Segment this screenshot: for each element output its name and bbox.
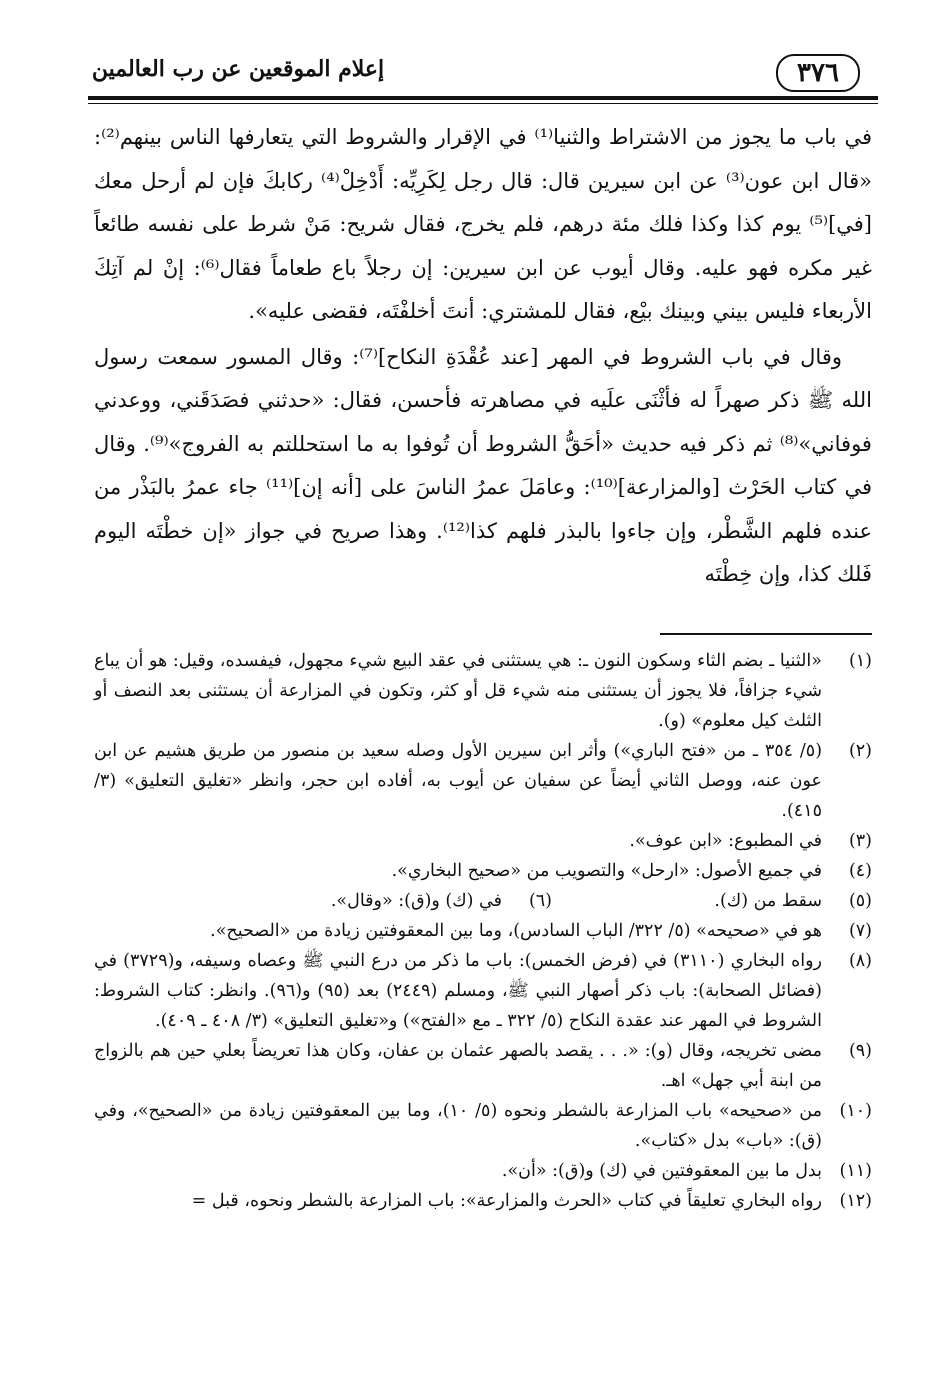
header-rule-thick xyxy=(88,96,878,100)
footnote-number: (٨) xyxy=(848,951,872,971)
footnote-number: (١٠) xyxy=(839,1101,872,1121)
footnote xyxy=(94,1156,872,1186)
footnote-number: (٥) xyxy=(848,891,872,911)
page-header xyxy=(88,46,878,108)
footnote-pair xyxy=(94,886,872,916)
footnote-text: مضى تخريجه، وقال (و): «. . . يقصد بالصهر عثمان بن عفان، وكان هذا تعريضاً بعلي حين هم بالزواج من ابنة أبي جهل» اهـ. xyxy=(94,1041,822,1091)
main-text xyxy=(94,116,872,597)
footnote-text: رواه البخاري تعليقاً في كتاب «الحرث والمزارعة»: باب المزارعة بالشطر ونحوه، قبل = xyxy=(191,1191,822,1211)
footnote xyxy=(94,1096,872,1156)
footnote-number: (٤) xyxy=(848,861,872,881)
footnote xyxy=(94,1036,872,1096)
footnotes xyxy=(94,646,872,1216)
paragraph-1: في باب ما يجوز من الاشتراط والثنيا⁽¹⁾ في الإقرار والشروط التي يتعارفها الناس بينهم⁽²⁾: «قال ابن عون⁽³⁾ عن ابن سيرين قال: قال رجل لِكَرِيِّه: أَدْخِلْ⁽⁴⁾ ركابكَ فإن لم أرحل معك [في]⁽⁵⁾ يوم كذا وكذا فلك مئة درهم، فلم يخرج، فقال شريح: مَنْ شرط على نفسه طائعاً غير مكره فهو عليه. وقال أيوب عن ابن سيرين: إن رجلاً باع طعاماً فقال⁽⁶⁾: إنْ لم آتِكَ الأربعاء فليس بيني وبينك بيْع، فقال للمشتري: أنتَ أخلفْتَه، فقضى عليه». xyxy=(94,125,873,323)
footnote xyxy=(94,1186,872,1216)
running-title: إعلام الموقعين عن رب العالمين xyxy=(91,56,385,82)
footnote-number: (١) xyxy=(848,651,872,671)
footnote-text: هو في «صحيحه» (٥/ ٣٢٢/ الباب السادس)، وما بين المعقوفتين زيادة من «الصحيح». xyxy=(210,921,822,941)
page-number: ٣٧٦ xyxy=(776,54,860,92)
footnote-text: في المطبوع: «ابن عوف». xyxy=(629,831,822,851)
footnote-number: (٢) xyxy=(848,741,872,761)
footnote-text: رواه البخاري (٣١١٠) في (فرض الخمس): باب ما ذكر من درع النبي ﷺ وعصاه وسيفه، و(٣٧٢٩) في (فضائل الصحابة): باب ذكر أصهار النبي ﷺ، ومسلم (٢٤٤٩) بعد (٩٥) و(٩٦). وانظر: كتاب الشروط: الشروط في المهر عند عقدة النكاح (٥/ ٣٢٢ ـ مع «الفتح») و«تغليق التعليق» (٣/ ٤٠٨ ـ ٤٠٩). xyxy=(94,951,822,1031)
footnote-text: (٥/ ٣٥٤ ـ من «فتح الباري») وأثر ابن سيرين الأول وصله سعيد بن منصور من طريق هشيم عن ابن عون عنه، ووصل الثاني أيضاً عن سفيان عن أيوب به، أفاده ابن حجر، وانظر «تغليق التعليق» (٣/ ٤١٥). xyxy=(94,741,823,821)
header-rule-thin xyxy=(88,103,878,104)
footnote-number: (٦) xyxy=(528,891,552,911)
footnote-number: (١١) xyxy=(839,1161,872,1181)
footnote-text: في جميع الأصول: «ارحل» والتصويب من «صحيح البخاري». xyxy=(391,861,822,881)
footnote xyxy=(94,646,872,736)
footnote xyxy=(94,736,872,826)
footnote-text: من «صحيحه» باب المزارعة بالشطر ونحوه (٥/ ١٠)، وما بين المعقوفتين زيادة من «الصحيح»، وفي (ق): «باب» بدل «كتاب». xyxy=(94,1101,822,1151)
paragraph-2: وقال في باب الشروط في المهر [عند عُقْدَةِ النكاح]⁽⁷⁾: وقال المسور سمعت رسول الله ﷺ ذكر صهراً له فأثْنَى علَيه في مصاهرته فأحسن، فقال: «حدثني فصَدَقَني، ووعدني فوفاني»⁽⁸⁾ ثم ذكر فيه حديث «أحَقُّ الشروط أن تُوفوا به ما استحللتم به الفروج»⁽⁹⁾. وقال في كتاب الحَرْث [والمزارعة]⁽¹⁰⁾: وعامَلَ عمرُ الناسَ على [أنه إن]⁽¹¹⁾ جاء عمرُ بالبَذْر من عنده فلهم الشَّطْر، وإن جاءوا بالبذر فلهم كذا⁽¹²⁾. وهذا صريح في جواز «إن خطْتَه اليوم فَلك كذا، وإن خِطْتَه xyxy=(94,344,873,586)
footnote-number: (٣) xyxy=(848,831,872,851)
footnote xyxy=(94,946,872,1036)
footnote-pair-body xyxy=(94,886,822,916)
footnote-text: سقط من (ك). xyxy=(714,891,822,911)
footnote-number: (٩) xyxy=(848,1041,872,1061)
page-number-badge xyxy=(762,46,874,102)
footnote-number: (٧) xyxy=(848,921,872,941)
footnote xyxy=(94,916,872,946)
footnote-text: «الثنيا ـ بضم الثاء وسكون النون ـ: هي يستثنى في عقد البيع شيء مجهول، فيفسده، وقيل: هو أن يباع شيء جزافاً، فلا يجوز أن يستثنى منه شيء قل أو كثر، وتكون في المزارعة أن يستثنى بعد النصف أو الثلث كيل معلوم» (و). xyxy=(94,651,822,731)
footnote-text: في (ك) و(ق): «وقال». xyxy=(330,891,502,911)
footnote-text: بدل ما بين المعقوفتين في (ك) و(ق): «أن». xyxy=(501,1161,822,1181)
footnote-number: (١٢) xyxy=(839,1191,872,1211)
footnote xyxy=(94,826,872,856)
footnote-separator xyxy=(660,633,872,635)
footnote xyxy=(94,856,872,886)
